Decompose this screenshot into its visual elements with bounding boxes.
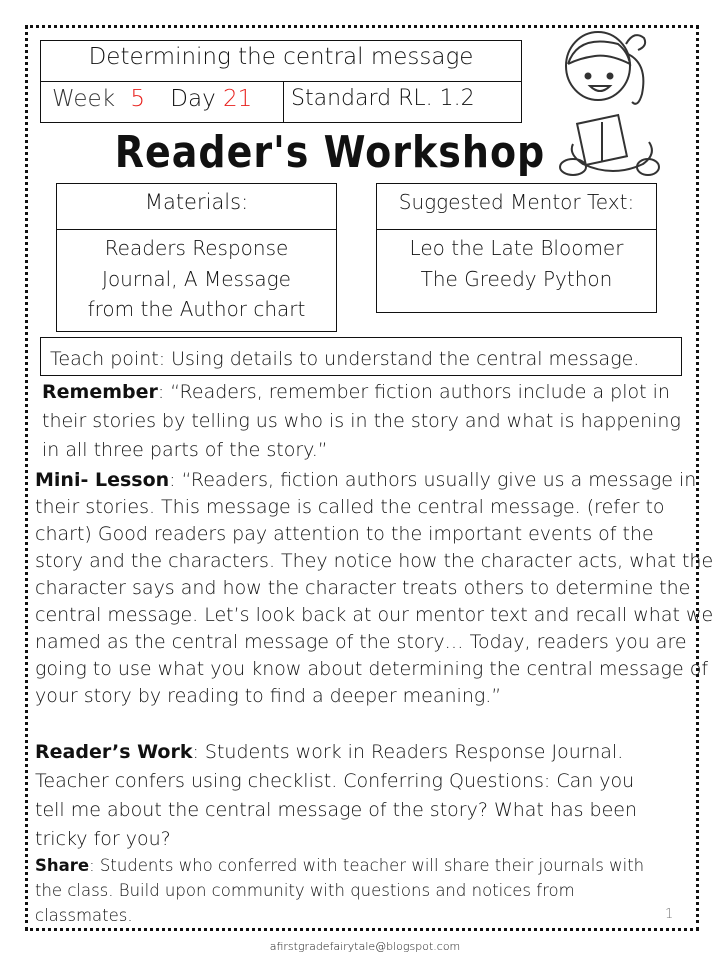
readers-work-line: [35, 741, 623, 763]
readers-work-line: tricky for you?: [35, 828, 171, 850]
readers-work-label: Reader’s Work: [35, 741, 193, 763]
mentor-heading: Suggested Mentor Text:: [398, 190, 635, 214]
teach-point: Teach point: Using details to understand the central message.: [50, 348, 640, 370]
workshop-title: Reader's Workshop: [114, 126, 546, 178]
readers-work-line: Teacher confers using checklist. Conferring Questions: Can you: [35, 770, 635, 792]
remember-line: [42, 381, 670, 403]
share-text: : Students who conferred with teacher will share their journals with: [89, 856, 645, 875]
share-label: Share: [35, 856, 90, 875]
mini-lesson-line: character says and how the character treats others to determine the: [35, 577, 691, 599]
materials-line: from the Author chart: [87, 297, 306, 321]
remember-text: : “Readers, remember fiction authors include a plot in: [157, 381, 670, 403]
share-line: classmates.: [35, 906, 133, 925]
mini-lesson-text: : “Readers, fiction authors usually give us a message in: [169, 469, 697, 491]
mini-lesson-line: story and the characters. They notice how the character acts, what the: [35, 550, 714, 572]
materials-heading: Materials:: [144, 190, 249, 214]
mini-lesson-line: their stories. This message is called the central message. (refer to: [35, 496, 665, 518]
materials-line: Journal, A Message: [102, 267, 291, 291]
week-label: Week: [52, 86, 116, 112]
page-number: 1: [665, 907, 674, 922]
mini-lesson-label: Mini- Lesson: [35, 469, 170, 491]
footer-url: afirstgradefairytale@blogspot.com: [269, 940, 461, 953]
share-line: [35, 856, 644, 875]
mentor-divider: [376, 229, 657, 230]
mini-lesson-line: going to use what you know about determining the central message of: [35, 658, 709, 680]
materials-divider: [56, 229, 337, 230]
title-vertical-divider: [283, 81, 284, 122]
mentor-line: The Greedy Python: [420, 267, 613, 291]
mini-lesson-line: chart) Good readers pay attention to the important events of the: [35, 523, 654, 545]
readers-work-line: tell me about the central message of the story? What has been: [35, 799, 638, 821]
remember-label: Remember: [42, 381, 158, 403]
title-divider: [40, 81, 522, 82]
share-line: the class. Build upon community with questions and notices from: [35, 881, 575, 900]
remember-line: their stories by telling us who is in the story and what is happening: [42, 410, 681, 432]
readers-work-text: : Students work in Readers Response Journal.: [192, 741, 624, 763]
day-value: 21: [223, 86, 253, 112]
mini-lesson-line: [35, 469, 696, 491]
standard: Standard RL. 1.2: [291, 86, 475, 111]
mini-lesson-line: your story by reading to find a deeper meaning.”: [35, 685, 502, 707]
week-value: 5: [130, 86, 145, 112]
day-label: Day: [170, 86, 216, 112]
week-day: [52, 86, 252, 112]
mini-lesson-line: central message. Let’s look back at our mentor text and recall what we: [35, 604, 714, 626]
mini-lesson-line: named as the central message of the story… Today, readers you are: [35, 631, 687, 653]
lesson-title: Determining the central message: [88, 44, 474, 70]
materials-line: Readers Response: [104, 236, 289, 260]
mentor-line: Leo the Late Bloomer: [409, 236, 624, 260]
remember-line: in all three parts of the story.”: [42, 439, 328, 461]
girl-reading-illustration: [548, 24, 663, 184]
